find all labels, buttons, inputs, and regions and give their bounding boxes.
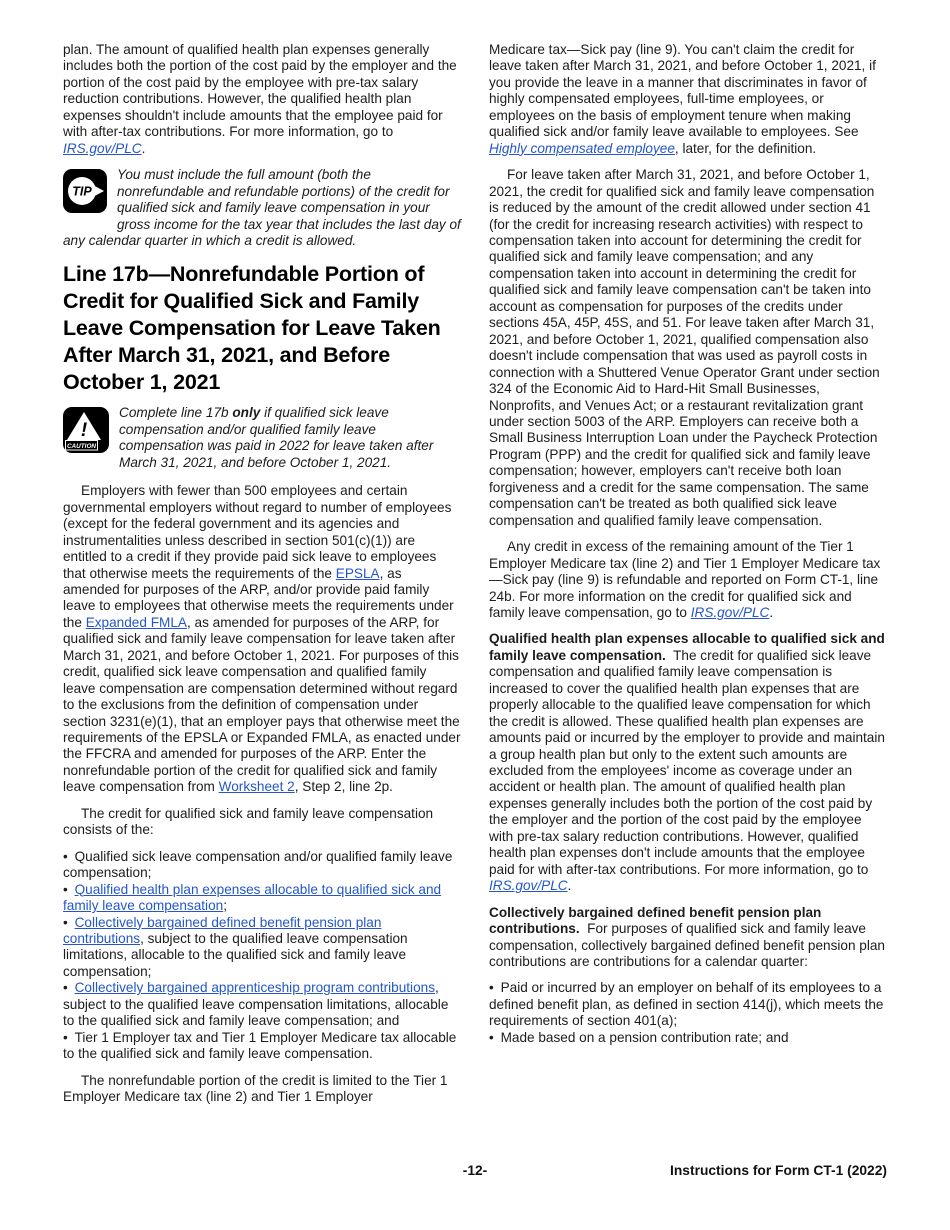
text-run: Qualified health plan expenses allocable to qualified sick and family leave compensation. [489, 631, 885, 663]
text-run: , subject to the qualified leave compensation limitations, allocable to the qualified sick and family leave compensation; [63, 931, 408, 979]
bullet-icon: • [63, 1029, 75, 1045]
text-run: , Step 2, line 2p. [294, 779, 393, 795]
paragraph [489, 42, 887, 157]
text-run: Made based on a pension contribution rate; and [500, 1029, 789, 1045]
bullet-icon: • [63, 980, 75, 996]
text-run: . [769, 604, 774, 620]
text-run: For leave taken after March 31, 2021, and before October 1, 2021, the credit for qualified sick and family leave compensation is reduced by the amount of the credit allowed under section 41 (for the credit for increasing research activities) with respect to compensation taken into account for determining the credit for qualified sick and family leave compensation; and any compensation taken into account in determining the credit for qualified sick and family leave compensation can't be taken into account as compensation for purposes of the credits under sections 45A, 45P, 45S, and 51. For leave taken after March 31, 2021, and before October 1, 2021, qualified compensation also doesn't include compensation that was used as payroll costs in connection with a Shuttered Venue Operator Grant under section 324 of the Economic Aid to Hard-Hit Small Businesses, Nonprofits, and Venues Act; or a restaurant revitalization grant under section 5003 of the ARP. Employers can receive both a Small Business Interruption Loan under the Paycheck Protection Program (PPP) and the credit for qualified sick and family leave compensation; however, employers can't receive both loan forgiveness and a credit for the same compensation. The same compensation can't be treated as both qualified sick leave compensation and qualified family leave compensation. [489, 167, 880, 528]
right-column [489, 42, 887, 1116]
link[interactable]: IRS.gov/PLC [690, 604, 770, 620]
text-run: Paid or incurred by an employer on behalf of its employees to a defined benefit plan, as defined in section 414(j), which meets the requirements of section 401(a); [489, 980, 884, 1029]
text-run: The nonrefundable portion of the credit is limited to the Tier 1 Employer Medicare tax (line 2) and Tier 1 Employer [63, 1072, 448, 1105]
text-run: , subject to the qualified leave compensation limitations, allocable to the qualified sick and family leave compensation; and [63, 980, 449, 1029]
bullet-icon: • [63, 914, 75, 930]
link[interactable]: Collectively bargained defined benefit pension plan contributions [63, 914, 382, 947]
link[interactable]: IRS.gov/PLC [63, 140, 142, 156]
link[interactable]: Expanded FMLA [85, 614, 187, 630]
text-run: Collectively bargained defined benefit pension plan contributions. [489, 904, 822, 937]
bullet-list [63, 849, 461, 1063]
section-heading: Line 17b—Nonrefundable Portion of Credit for Qualified Sick and Family Leave Compensation for Leave Taken After March 31, 2021, and Before October 1, 2021 [63, 262, 441, 394]
bullet-item [63, 1030, 461, 1063]
text-run: only [232, 405, 261, 421]
paragraph [63, 42, 461, 157]
text-run: . [567, 878, 572, 894]
link[interactable]: Qualified health plan expenses allocable to qualified sick and family leave compensation [63, 881, 442, 914]
text-run: Tier 1 Employer tax and Tier 1 Employer Medicare tax allocable to the qualified sick and family leave compensation. [63, 1029, 457, 1062]
bullet-item [63, 915, 461, 981]
two-column-layout [63, 42, 887, 1116]
paragraph [489, 539, 887, 621]
text-run: Qualified sick leave compensation and/or qualified family leave compensation; [63, 848, 453, 881]
text-run: , later, for the definition. [674, 140, 817, 156]
link[interactable]: EPSLA [335, 565, 380, 581]
bullet-item [63, 980, 461, 1029]
svg-text:TIP: TIP [72, 184, 92, 199]
text-run: Medicare tax—Sick pay (line 9). You can't claim the credit for leave taken after March 31, 2021, and before October 1, 2021, if you provide the leave in a manner that discriminates in favor of highly compensated employees, full-time employees, or employees on the basis of employment tenure when making qualified sick and/or family leave available to employees. See [489, 42, 876, 140]
text-run: . [141, 140, 146, 156]
text-run: Employers with fewer than 500 employees and certain governmental employers without regard to number of employees (except for the federal government and its agencies and instrumentalities unless described in section 501(c)(1)) are entitled to a credit if they provide paid sick leave to employees that otherwise meets the requirements of the [63, 483, 452, 581]
svg-text:!: ! [80, 420, 88, 442]
bullet-item [63, 849, 461, 882]
text-run: For purposes of qualified sick and family leave compensation, collectively bargained defined benefit pension plan contributions are contributions for a calendar quarter: [489, 921, 885, 970]
paragraph [489, 631, 887, 894]
bullet-item [489, 980, 887, 1029]
tip-icon [63, 169, 107, 217]
paragraph [63, 1073, 461, 1106]
bullet-list [489, 980, 887, 1046]
link[interactable]: IRS.gov/PLC [489, 878, 568, 894]
bullet-item [63, 882, 461, 915]
text-run: Any credit in excess of the remaining amount of the Tier 1 Employer Medicare tax (line 2) and Tier 1 Employer Medicare tax—Sick pay (line 9) is refundable and reported on Form CT-1, line 24b. For more information on the credit for qualified sick and family leave compensation, go to [489, 539, 881, 620]
paragraph [63, 806, 461, 839]
text-run: if qualified sick leave compensation and/or qualified family leave compensation was paid in 2022 for leave taken after March 31, 2021, and before October 1, 2021. [119, 405, 434, 470]
link[interactable]: Worksheet 2 [218, 779, 295, 795]
text-run: Complete line 17b [119, 405, 233, 421]
paragraph [489, 905, 887, 971]
bullet-icon: • [489, 1029, 501, 1045]
caution-note [63, 405, 461, 471]
text-run: , as amended for purposes of the ARP, and/or provide paid family leave to employees that otherwise meets the requirements under the [63, 565, 454, 630]
doc-title: Instructions for Form CT-1 (2022) [670, 1163, 887, 1178]
text-run: You must include the full amount (both the nonrefundable and refundable portions) of the credit for qualified sick and family leave compensation in your gross income for the tax year that includes the last day of any calendar quarter in which a credit is allowed. [63, 167, 461, 248]
paragraph [63, 483, 461, 796]
svg-text:CAUTION: CAUTION [66, 443, 97, 451]
page-number: -12- [462, 1163, 488, 1178]
text-run: , as amended for purposes of the ARP, for qualified sick and family leave compensation for leave taken after March 31, 2021, and before October 1, 2021. For purposes of this credit, qualified sick leave compensation and qualified family leave compensation are compensation determined without regard to the exclusions from the definition of compensation under section 3231(e)(1), that an employer pays that otherwise meet the requirements of the EPSLA or Expanded FMLA, as enacted under the FFCRA and amended for purposes of the ARP. Enter the nonrefundable portion of the credit for qualified sick and family leave compensation from [63, 614, 461, 795]
bullet-icon: • [63, 848, 75, 864]
left-column [63, 42, 461, 1116]
link[interactable]: Highly compensated employee [489, 140, 675, 156]
text-run: The credit for qualified sick and family leave compensation consists of the: [63, 805, 434, 838]
caution-icon [63, 407, 109, 457]
text-run: The credit for qualified sick leave compensation and qualified family leave compensation is increased to cover the qualified health plan expenses that are properly allocable to the qualified leave compensation for which the credit is allowed. These qualified health plan expenses are amounts paid or incurred by the employer to provide and maintain a group health plan but only to the extent such amounts are excluded from the employees' income as coverage under an accident or health plan. The amount of qualified health plan expenses generally includes both the portion of the cost paid by the employer and the portion of the cost paid by the employee with pre-tax salary reduction contributions. However, qualified health plan expenses don't include amounts that the employee paid for with after-tax contributions. For more information, go to [489, 647, 885, 877]
text-run: ; [223, 898, 227, 914]
bullet-icon: • [63, 881, 75, 897]
page-footer [0, 1163, 950, 1187]
paragraph [489, 167, 887, 529]
bullet-icon: • [489, 980, 501, 996]
tip-note [63, 167, 461, 249]
text-run: plan. The amount of qualified health plan expenses generally includes both the portion of the cost paid by the employer and the portion of the cost paid by the employee with pre-tax salary reduction contributions. However, the qualified health plan expenses shouldn't include amounts that the employee paid for with after-tax contributions. For more information, go to [63, 42, 457, 140]
bullet-item [489, 1030, 887, 1046]
link[interactable]: Collectively bargained apprenticeship program contributions [74, 980, 435, 996]
